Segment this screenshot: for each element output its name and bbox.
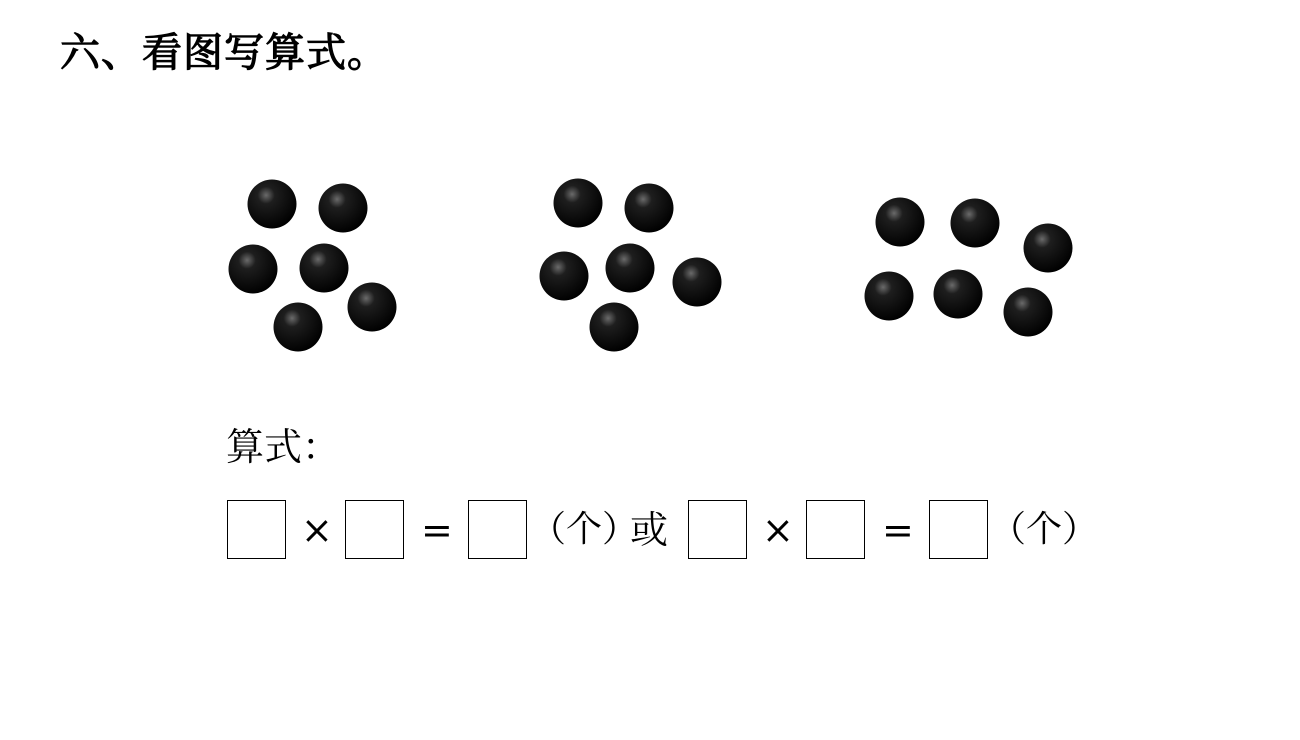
answer-box-5[interactable] [806,500,865,559]
answer-box-6[interactable] [929,500,988,559]
ball-group-2 [540,179,722,352]
ball [934,270,983,319]
ball-group-3 [865,198,1073,337]
answer-box-1[interactable] [227,500,286,559]
equals-sign-1: = [421,508,453,552]
times-sign-2: × [762,508,794,552]
ball [1024,224,1073,273]
formula-label: 算式： [226,425,341,469]
ball [229,245,278,294]
ball [319,184,368,233]
ball [348,283,397,332]
answer-box-4[interactable] [688,500,747,559]
ball [300,244,349,293]
unit-label-1: （个） [530,509,639,550]
ball [865,272,914,321]
or-word: 或 [630,508,669,552]
ball [876,198,925,247]
unit-label-2: （个） [990,509,1099,550]
ball [1004,288,1053,337]
ball [673,258,722,307]
ball [606,244,655,293]
equals-sign-2: = [882,508,914,552]
answer-box-3[interactable] [468,500,527,559]
ball [590,303,639,352]
ball [274,303,323,352]
ball [540,252,589,301]
ball [554,179,603,228]
answer-box-2[interactable] [345,500,404,559]
times-sign-1: × [301,508,333,552]
ball-group-1 [229,180,397,352]
ball [248,180,297,229]
exercise-title: 六、看图写算式。 [60,29,388,76]
ball [951,199,1000,248]
ball [625,184,674,233]
